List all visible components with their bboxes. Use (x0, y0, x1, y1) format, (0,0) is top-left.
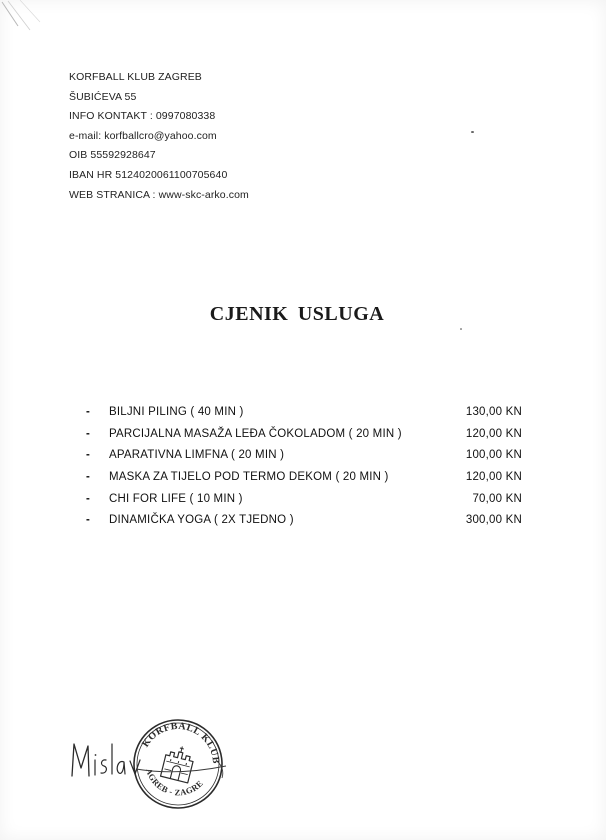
row-bullet: - (86, 492, 90, 505)
organization-website: WEB STRANICA : www-skc-arko.com (69, 188, 249, 201)
price-list-row (86, 467, 526, 489)
service-price: 300,00 KN (465, 514, 522, 527)
price-list-row (86, 424, 526, 446)
stamp-castle-emblem (161, 743, 196, 783)
organization-contact: INFO KONTAKT : 0997080338 (69, 110, 216, 123)
scan-speck (471, 131, 474, 133)
organization-name: KORFBALL KLUB ZAGREB (69, 71, 202, 83)
price-list-row (86, 402, 526, 424)
organization-address: ŠUBIĆEVA 55 (69, 90, 137, 103)
service-name: BILJNI PILING ( 40 MIN ) (109, 406, 244, 418)
service-name: PARCIJALNA MASAŽA LEĐA ČOKOLADOM ( 20 MIN ) (109, 427, 402, 440)
service-name: DINAMIČKA YOGA ( 2X TJEDNO ) (109, 514, 294, 527)
price-list-row (86, 489, 526, 511)
stamp-text-bottom: ZAGREB - ZAGREB (144, 766, 206, 798)
organization-email: e-mail: korfballcro@yahoo.com (69, 129, 217, 142)
price-list-row (86, 445, 526, 467)
row-bullet: - (86, 514, 90, 527)
service-price: 70,00 KN (472, 492, 522, 505)
service-price: 130,00 KN (465, 406, 522, 418)
row-bullet: - (86, 449, 90, 462)
scan-corner-mark (0, 0, 60, 40)
service-price: 100,00 KN (465, 449, 522, 462)
club-stamp (126, 714, 230, 814)
stamp-text-top: KORFBALL KLUB (140, 720, 222, 765)
scan-speck (460, 328, 462, 330)
price-list (86, 402, 526, 532)
row-bullet: - (86, 427, 90, 440)
document-title: CJENIK USLUGA (209, 303, 385, 325)
organization-oib: OIB 55592928647 (69, 149, 156, 162)
price-list-row (86, 510, 526, 532)
service-name: CHI FOR LIFE ( 10 MIN ) (109, 492, 243, 505)
row-bullet: - (86, 471, 90, 484)
service-name: APARATIVNA LIMFNA ( 20 MIN ) (109, 449, 285, 462)
service-name: MASKA ZA TIJELO POD TERMO DEKOM ( 20 MIN ) (109, 471, 389, 484)
service-price: 120,00 KN (465, 427, 522, 440)
organization-header (69, 68, 249, 205)
service-price: 120,00 KN (465, 471, 522, 484)
organization-iban: IBAN HR 5124020061100705640 (69, 168, 228, 181)
row-bullet: - (86, 406, 90, 418)
